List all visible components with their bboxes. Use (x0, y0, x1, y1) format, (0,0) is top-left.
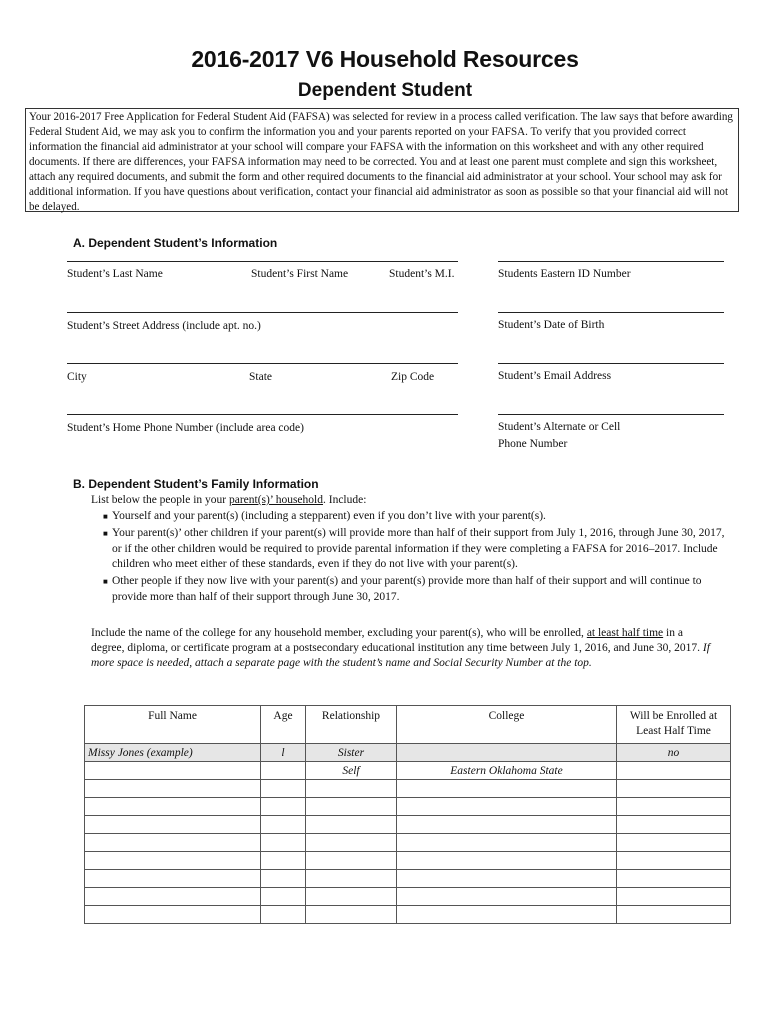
alternate-phone-label-2: Phone Number (498, 438, 568, 450)
college-instructions (91, 626, 716, 671)
table-cell[interactable] (306, 870, 397, 888)
table-cell[interactable] (617, 906, 731, 924)
home-phone-line[interactable] (67, 414, 458, 415)
date-of-birth-line[interactable] (498, 312, 724, 313)
table-row-example (85, 744, 731, 762)
list-intro-end: . Include: (322, 494, 367, 506)
table-cell[interactable] (85, 870, 261, 888)
state-label: State (249, 371, 272, 383)
college-instructions-note: If more space is needed, attach a separate page with the student’s name and Social Security Number at the top. (91, 642, 710, 669)
column-half-time: Will be Enrolled at Least Half Time (617, 706, 731, 744)
section-a-heading: A. Dependent Student’s Information (73, 236, 278, 250)
page-title: 2016-2017 V6 Household Resources (191, 46, 579, 72)
table-row (85, 888, 731, 906)
home-phone-label: Student’s Home Phone Number (include area code) (67, 422, 304, 434)
table-cell[interactable] (261, 870, 306, 888)
alternate-phone-label-1: Student’s Alternate or Cell (498, 421, 621, 433)
list-intro-text: List below the people in your (91, 494, 229, 506)
first-name-label: Student’s First Name (251, 268, 349, 280)
student-name-line[interactable] (67, 261, 458, 262)
table-row (85, 870, 731, 888)
last-name-label: Student’s Last Name (67, 268, 163, 280)
table-cell[interactable] (85, 888, 261, 906)
column-relationship: Relationship (306, 706, 397, 744)
zip-code-label: Zip Code (391, 371, 435, 383)
bullet-square-icon: ■ (103, 577, 108, 586)
table-row (85, 834, 731, 852)
table-cell[interactable] (617, 870, 731, 888)
include-item-children (103, 526, 727, 573)
household-table (84, 705, 731, 924)
table-row (85, 762, 731, 780)
bullet-square-icon: ■ (103, 529, 108, 538)
college-instructions-dates: in a degree, diploma, or certificate program at a postsecondary educational institution any time between July 1, 2016, and June 30, 2017. (91, 627, 703, 654)
table-cell[interactable] (617, 780, 731, 798)
table-cell[interactable] (397, 906, 617, 924)
city-state-zip-line[interactable] (67, 363, 458, 364)
table-cell[interactable] (85, 816, 261, 834)
include-item-others (103, 574, 727, 605)
column-college: College (397, 706, 617, 744)
table-cell[interactable] (85, 906, 261, 924)
table-cell[interactable] (306, 798, 397, 816)
table-cell: Sister (306, 744, 397, 762)
table-cell[interactable] (306, 780, 397, 798)
table-cell[interactable] (306, 888, 397, 906)
table-cell: l (261, 744, 306, 762)
table-cell (397, 744, 617, 762)
table-cell[interactable] (397, 798, 617, 816)
eastern-id-line[interactable] (498, 261, 724, 262)
table-cell[interactable] (261, 798, 306, 816)
table-cell[interactable] (617, 816, 731, 834)
eastern-id-label: Students Eastern ID Number (498, 268, 631, 280)
half-time-term: at least half time (586, 627, 664, 639)
table-cell[interactable] (397, 888, 617, 906)
column-full-name: Full Name (85, 706, 261, 744)
table-cell[interactable] (85, 852, 261, 870)
date-of-birth-label: Student’s Date of Birth (498, 319, 605, 331)
column-age: Age (261, 706, 306, 744)
table-cell[interactable] (306, 906, 397, 924)
page-subtitle: Dependent Student (297, 80, 473, 101)
table-row (85, 816, 731, 834)
section-b-heading: B. Dependent Student’s Family Information (73, 477, 319, 491)
table-row (85, 798, 731, 816)
table-cell[interactable] (617, 798, 731, 816)
table-row (85, 780, 731, 798)
table-cell[interactable] (85, 780, 261, 798)
table-cell[interactable] (617, 762, 731, 780)
table-cell: no (617, 744, 731, 762)
email-label: Student’s Email Address (498, 370, 612, 382)
table-cell[interactable] (261, 816, 306, 834)
table-cell: Missy Jones (example) (85, 744, 261, 762)
parents-household-term: parent(s)’ household (228, 494, 323, 506)
intro-paragraph: Your 2016-2017 Free Application for Federal Student Aid (FAFSA) was selected for review in a process called verification. The law says that before awarding Federal Student Aid, we may ask you to confirm the information you and your parents reported on your FAFSA. To verify that you provided correct information the financial aid administrator at your school will compare your FAFSA with the information on this worksheet and with any other required documents. If there are differences, your FAFSA information may need to be corrected. You and at least one parent must complete and sign this worksheet, attach any required documents, and submit the form and other required documents to the financial aid administrator at your school. Your school may ask for additional information. If you have questions about verification, contact your financial aid administrator as soon as possible so that your financial aid will not be delayed. (25, 108, 739, 212)
table-cell[interactable] (261, 762, 306, 780)
table-cell[interactable]: Self (306, 762, 397, 780)
bullet-square-icon: ■ (103, 512, 108, 521)
table-cell[interactable] (397, 816, 617, 834)
table-cell[interactable] (306, 816, 397, 834)
table-cell[interactable] (261, 852, 306, 870)
include-item-children-text: Your parent(s)’ other children if your parent(s) will provide more than half of their support from July 1, 2016, through June 30, 2017, or if the other children would be required to provide parental information if they were completing a FAFSA for 2016–2017. Include children who meet either of these standards, even if they do not live with your parent(s). (112, 527, 725, 570)
mi-label: Student’s M.I. (389, 268, 455, 280)
street-address-line[interactable] (67, 312, 458, 313)
table-row (85, 906, 731, 924)
street-address-label: Student’s Street Address (include apt. no.) (67, 320, 261, 332)
city-label: City (67, 371, 87, 383)
table-cell[interactable] (397, 870, 617, 888)
alternate-phone-line[interactable] (498, 414, 724, 415)
household-list-intro (91, 493, 366, 508)
table-header-row (85, 706, 731, 744)
table-cell[interactable] (617, 888, 731, 906)
table-cell[interactable] (261, 888, 306, 906)
table-cell[interactable] (397, 834, 617, 852)
table-cell[interactable] (306, 834, 397, 852)
include-item-others-text: Other people if they now live with your parent(s) and your parent(s) provide more than half of their support and will continue to provide more than half of their support through June 30, 2017. (112, 575, 702, 603)
table-row (85, 852, 731, 870)
table-cell[interactable] (397, 852, 617, 870)
include-item-self (103, 509, 727, 525)
table-cell[interactable] (85, 762, 261, 780)
table-cell[interactable] (261, 906, 306, 924)
table-cell[interactable]: Eastern Oklahoma State (397, 762, 617, 780)
table-cell[interactable] (85, 834, 261, 852)
table-cell[interactable] (617, 834, 731, 852)
table-cell[interactable] (261, 834, 306, 852)
email-line[interactable] (498, 363, 724, 364)
include-item-self-text: Yourself and your parent(s) (including a stepparent) even if you don’t live with your parent(s). (112, 510, 546, 522)
table-cell[interactable] (397, 780, 617, 798)
table-cell[interactable] (306, 852, 397, 870)
table-cell[interactable] (617, 852, 731, 870)
college-instructions-text: Include the name of the college for any household member, excluding your parent(s), who will be enrolled, (91, 627, 587, 639)
table-cell[interactable] (261, 780, 306, 798)
table-cell[interactable] (85, 798, 261, 816)
